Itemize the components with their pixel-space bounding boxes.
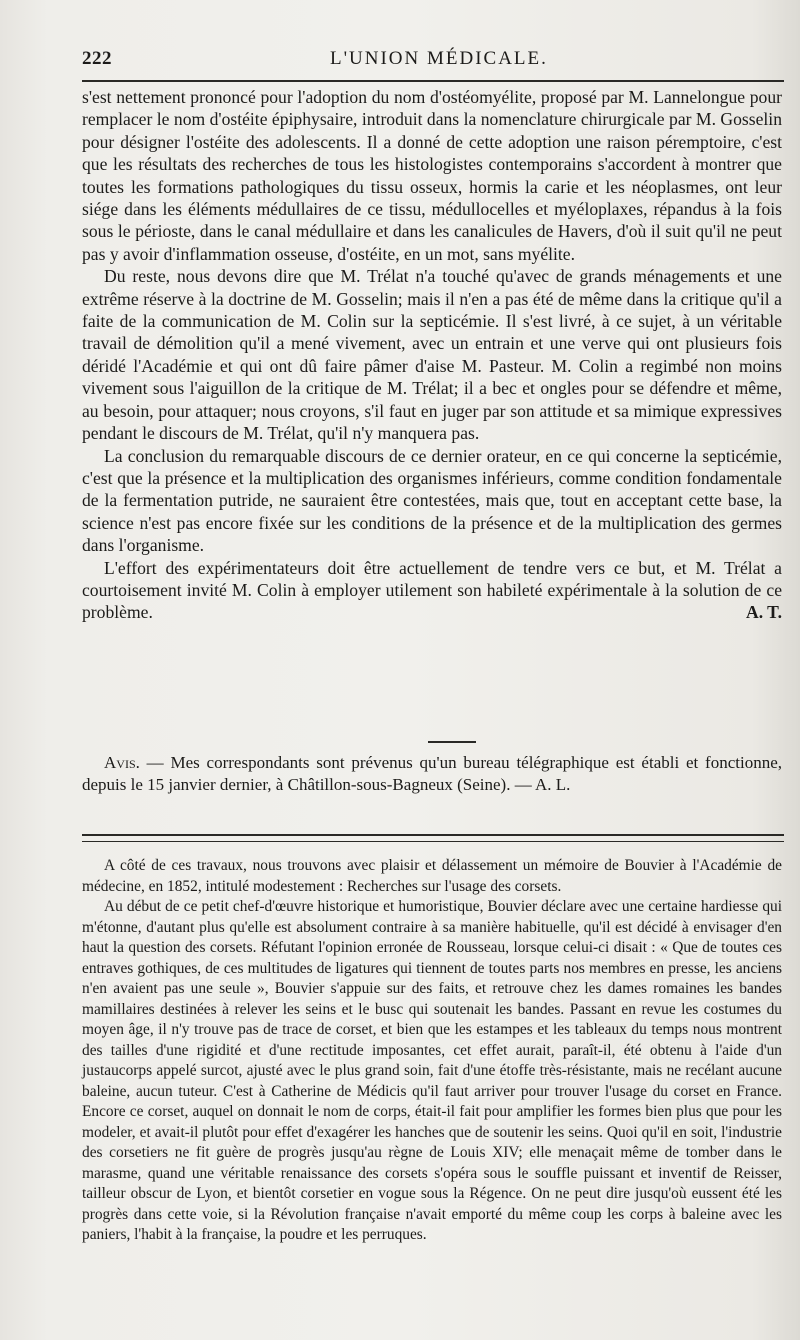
page-number: 222: [82, 48, 112, 69]
notice: [82, 752, 782, 796]
article-paragraph-1: s'est nettement prononcé pour l'adoption du nom d'ostéomyélite, proposé par M. Lannelongue pour remplacer le nom d'ostéite épiphysaire, introduit dans la nomenclature chirurgicale par M. Gosselin pour désigner l'ostéite des adolescents. Il a donné de cette adoption une raison péremptoire, c'est que les résultats des recherches de tous les histologistes contemporains s'accordent à montrer que toutes les formations pathologiques du tissu osseux, hormis la carie et les néoplasmes, ont leur siége dans les éléments médullaires de ce tissu, médullocelles et myéloplaxes, répandus à la fois sous le périoste, dans le canal médullaire et dans les canalicules de Havers, d'où il suit qu'il ne peut pas y avoir d'inflammation osseuse, d'ostéite, en un mot, sans myélite.: [82, 87, 782, 264]
section-separator: [428, 741, 476, 743]
article-paragraph-4-text: L'effort des expérimentateurs doit être actuellement de tendre vers ce but, et M. Trélat a courtoisement invité M. Colin à employer utilement son habileté expérimentale à la solution de ce problème.: [82, 557, 782, 623]
notice-label: Avis.: [104, 753, 140, 772]
header-rule: [82, 80, 784, 82]
page-header: [82, 44, 782, 74]
notice-text: — Mes correspondants sont prévenus qu'un bureau télégraphique est établi et fonctionne, depuis le 15 janvier dernier, à Châtillon-sous-Bagneux (Seine). — A. L.: [82, 753, 782, 794]
feuilleton-paragraph-2: Au début de ce petit chef-d'œuvre historique et humoristique, Bouvier déclare avec une certaine hardiesse qui m'étonne, d'autant plus qu'elle est absolument contraire à sa manière habituelle, qu'il est décidé à envisager d'en haut la question des corsets. Réfutant l'opinion erronée de Rousseau, lorsque celui-ci disait : « Que de toutes ces entraves gothiques, de ces multitudes de ligatures qui tiennent de toutes parts nos membres en presse, les anciens n'en avaient pas une seule », Bouvier s'appuie sur des faits, et retrouve chez les dames romaines les bandes mamillaires destinées à relever les seins et le busc qui soutenait les bandes. Passant en revue les costumes du moyen âge, il n'y trouve pas de trace de corset, et bien que les estampes et les tableaux du temps nous montrent des tailles d'une rigidité et d'une rectitude imposantes, cet effet aurait, paraît-il, été obtenu à l'aide d'un justaucorps appelé surcot, ajusté avec le plus grand soin, fait d'une étoffe très-résistante, mais ne recélant aucune baleine, aucun tuteur. C'est à Catherine de Médicis qu'il faut arriver pour trouver l'usage du corset en France. Encore ce corset, auquel on donnait le nom de corps, était-il fait pour amplifier les formes bien plus que pour les modeler, et avait-il plutôt pour effet d'exagérer les hanches que de soutenir les seins. Quoi qu'il en soit, l'industrie des corsetiers ne fit guère de progrès jusqu'au règne de Louis XIV; elle menaçait même de tomber dans le marasme, quand une véritable renaissance des corsets s'opéra sous le souffle puissant et inventif de Reisser, tailleur obscur de Lyon, et bientôt corsetier en vogue sous la Régence. On ne peut dire jusqu'où eussent été les progrès dans cette voie, si la Révolution française n'avait emporté du même coup les corps à baleine avec les paniers, l'habit à la française, la poudre et les perruques.: [82, 898, 782, 1243]
article-paragraph-3: La conclusion du remarquable discours de ce dernier orateur, en ce qui concerne la septicémie, c'est que la présence et la multiplication des organismes inférieurs, comme condition fondamentale de la fermentation putride, ne sauraient être contestées, mais que, tout en acceptant cette base, la science n'est pas encore fixée sur les conditions de la présence et de la multiplication des germes dans l'organisme.: [82, 445, 782, 556]
author-signature: A. T.: [745, 602, 782, 623]
article-body: [82, 86, 782, 624]
running-title: L'UNION MÉDICALE.: [330, 48, 548, 69]
feuilleton-paragraph-1: A côté de ces travaux, nous trouvons avec plaisir et délassement un mémoire de Bouvier à l'Académie de médecine, en 1852, intitulé modestement : Recherches sur l'usage des corsets.: [82, 857, 782, 895]
feuilleton-rule: [82, 834, 784, 842]
article-paragraph-2: Du reste, nous devons dire que M. Trélat n'a touché qu'avec de grands ménagements et une extrême réserve à la doctrine de M. Gosselin; mais il n'en a pas été de même dans la critique qu'il a faite de la communication de M. Colin sur la septicémie. Il s'est livré, à ce sujet, à un véritable travail de démolition qu'il a mené vivement, avec un entrain et une verve qui ont plusieurs fois déridé l'Académie et qui ont dû faire pâmer d'aise M. Pasteur. M. Colin a regimbé non moins vivement sous l'aiguillon de la critique de M. Trélat; il a bec et ongles pour se défendre et même, au besoin, pour attaquer; nous croyons, s'il faut en juger par son attitude et sa mimique expressives pendant le discours de M. Trélat, qu'il n'y manquera pas.: [82, 266, 782, 444]
feuilleton: [82, 856, 782, 1246]
article-paragraph-4: [82, 557, 782, 624]
